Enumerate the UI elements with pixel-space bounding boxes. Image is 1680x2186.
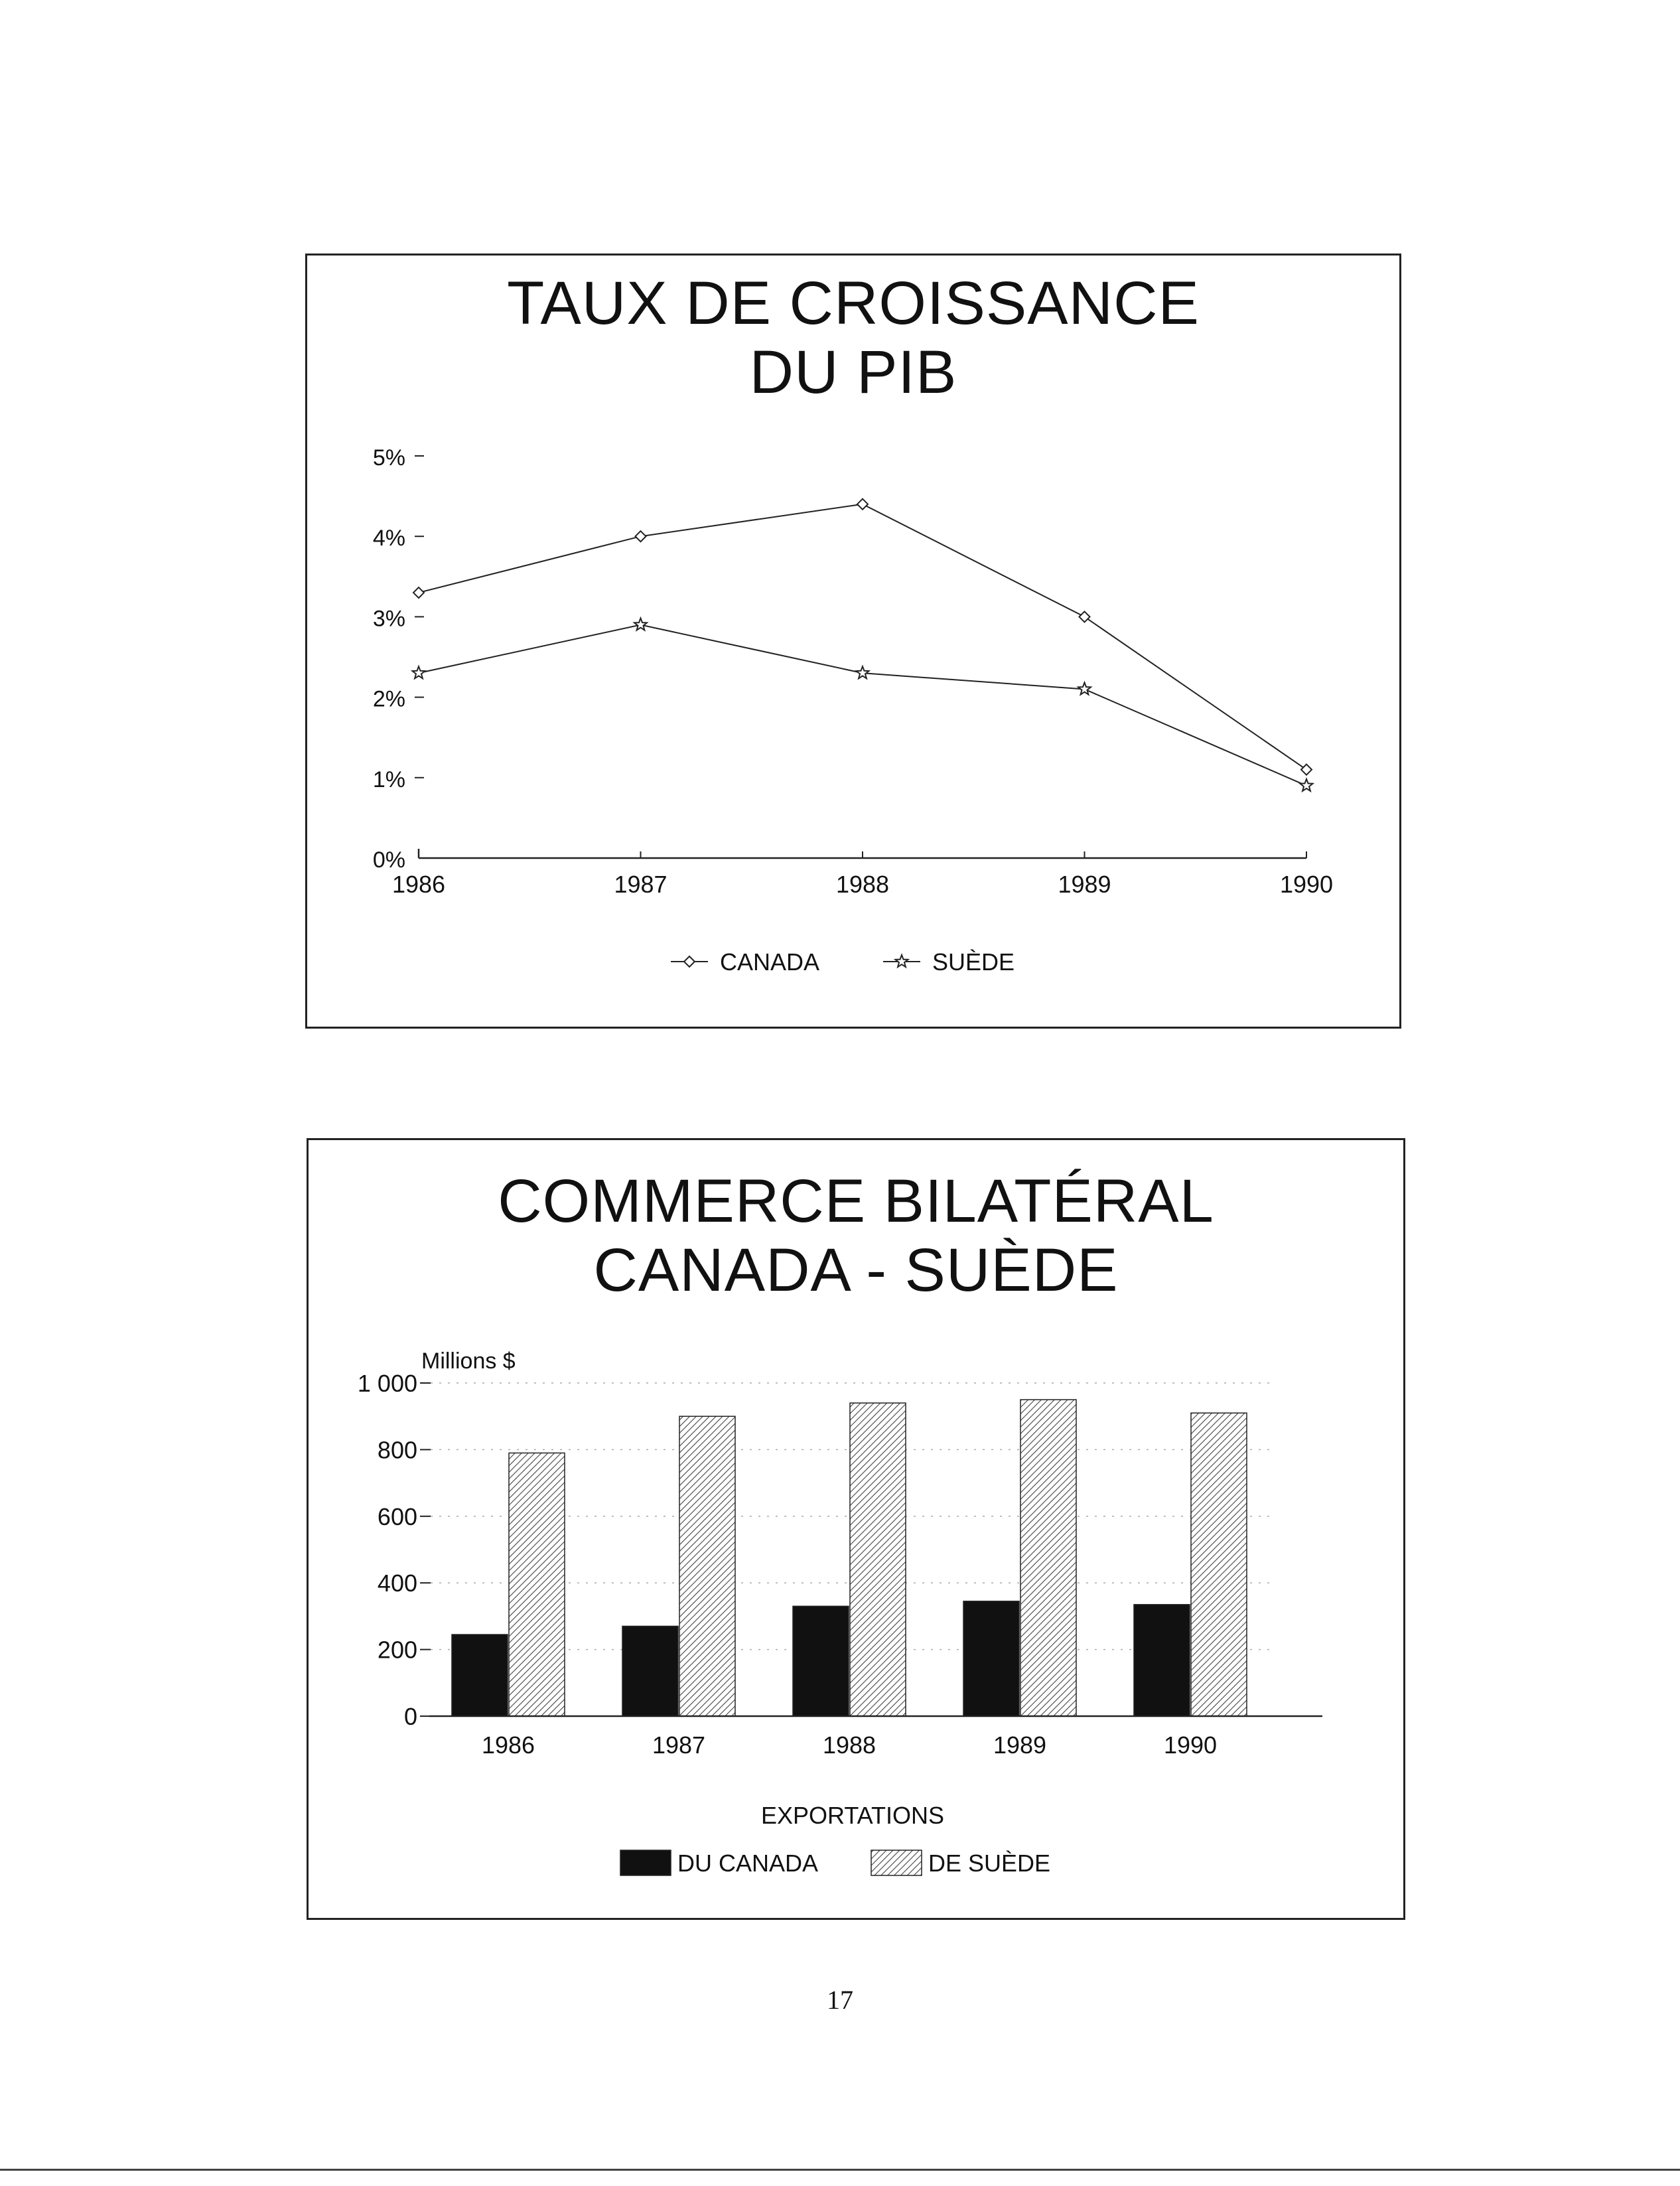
- bar-de-suede: [509, 1453, 565, 1716]
- bar-du-canada: [793, 1606, 849, 1716]
- data-point: [413, 666, 425, 678]
- data-point: [636, 531, 646, 542]
- legend-swatch: [871, 1850, 922, 1875]
- data-point: [413, 587, 424, 598]
- y-ticks: [358, 1370, 431, 1730]
- x-tick-label: 1990: [1279, 871, 1334, 898]
- data-point: [1301, 765, 1312, 775]
- x-tick-label: 1988: [822, 1731, 876, 1759]
- y-tick-label: 3%: [372, 606, 405, 632]
- bar-de-suede: [850, 1403, 906, 1716]
- title-line-1: TAUX DE CROISSANCE: [507, 269, 1200, 337]
- title-line-1: COMMERCE BILATÉRAL: [498, 1167, 1214, 1235]
- bars: [452, 1400, 1247, 1759]
- data-point: [857, 666, 869, 678]
- y-tick-label: 0%: [372, 847, 405, 873]
- data-point: [1300, 779, 1313, 791]
- y-tick-label: 1%: [372, 766, 405, 792]
- data-point: [1080, 611, 1090, 622]
- legend-label: DU CANADA: [677, 1850, 819, 1877]
- y-ticks: [373, 445, 424, 873]
- bar-de-suede: [679, 1416, 735, 1716]
- series-line: [419, 504, 1306, 770]
- y-tick-label: 400: [377, 1569, 417, 1597]
- y-tick-label: 4%: [372, 526, 405, 551]
- y-tick-label: 2%: [372, 686, 405, 712]
- data-point: [634, 619, 647, 630]
- legend-marker: [896, 955, 908, 967]
- bar-du-canada: [963, 1601, 1019, 1716]
- bar-du-canada: [622, 1626, 678, 1716]
- data-point: [1078, 683, 1091, 695]
- legend-label: SUÈDE: [932, 948, 1015, 976]
- legend: [671, 948, 1015, 976]
- x-tick-label: 1987: [652, 1731, 706, 1759]
- bar-du-canada: [1134, 1605, 1190, 1716]
- page-number: 17: [827, 1985, 853, 2015]
- x-tick-label: 1989: [993, 1731, 1047, 1759]
- legend-title: EXPORTATIONS: [760, 1802, 945, 1829]
- y-tick-label: 200: [377, 1636, 417, 1664]
- data-point: [857, 499, 868, 510]
- legend: [620, 1802, 1050, 1877]
- x-tick-label: 1986: [481, 1731, 535, 1759]
- bottom-rule: [0, 2169, 1680, 2171]
- x-tick-label: 1990: [1163, 1731, 1218, 1759]
- line-chart: [307, 255, 1399, 1027]
- x-tick-label: 1989: [1058, 871, 1111, 898]
- title-line-2: CANADA - SUÈDE: [593, 1236, 1119, 1304]
- bar-de-suede: [1020, 1400, 1076, 1716]
- series-line: [419, 625, 1306, 786]
- legend-swatch: [620, 1850, 671, 1875]
- bar-de-suede: [1191, 1413, 1247, 1716]
- bilateral-trade-chart-panel: [307, 1138, 1405, 1920]
- y-tick-label: 600: [377, 1502, 417, 1530]
- legend-label: CANADA: [720, 948, 820, 976]
- x-tick-label: 1987: [614, 871, 667, 898]
- y-tick-label: 0: [403, 1703, 417, 1730]
- x-tick-label: 1986: [391, 871, 446, 898]
- title-line-2: DU PIB: [749, 338, 957, 406]
- legend-label: DE SUÈDE: [928, 1850, 1051, 1877]
- y-tick-label: 1 000: [357, 1370, 417, 1397]
- bar-du-canada: [452, 1635, 508, 1716]
- x-tick-label: 1988: [835, 871, 890, 898]
- gdp-growth-chart-panel: [305, 254, 1401, 1029]
- legend-marker: [684, 956, 695, 967]
- series-diamond: [413, 499, 1312, 775]
- bar-chart: [309, 1140, 1403, 1918]
- series-star: [413, 619, 1313, 792]
- y-axis-label: Millions $: [421, 1348, 516, 1374]
- y-tick-label: 800: [377, 1436, 417, 1464]
- y-tick-label: 5%: [372, 445, 405, 471]
